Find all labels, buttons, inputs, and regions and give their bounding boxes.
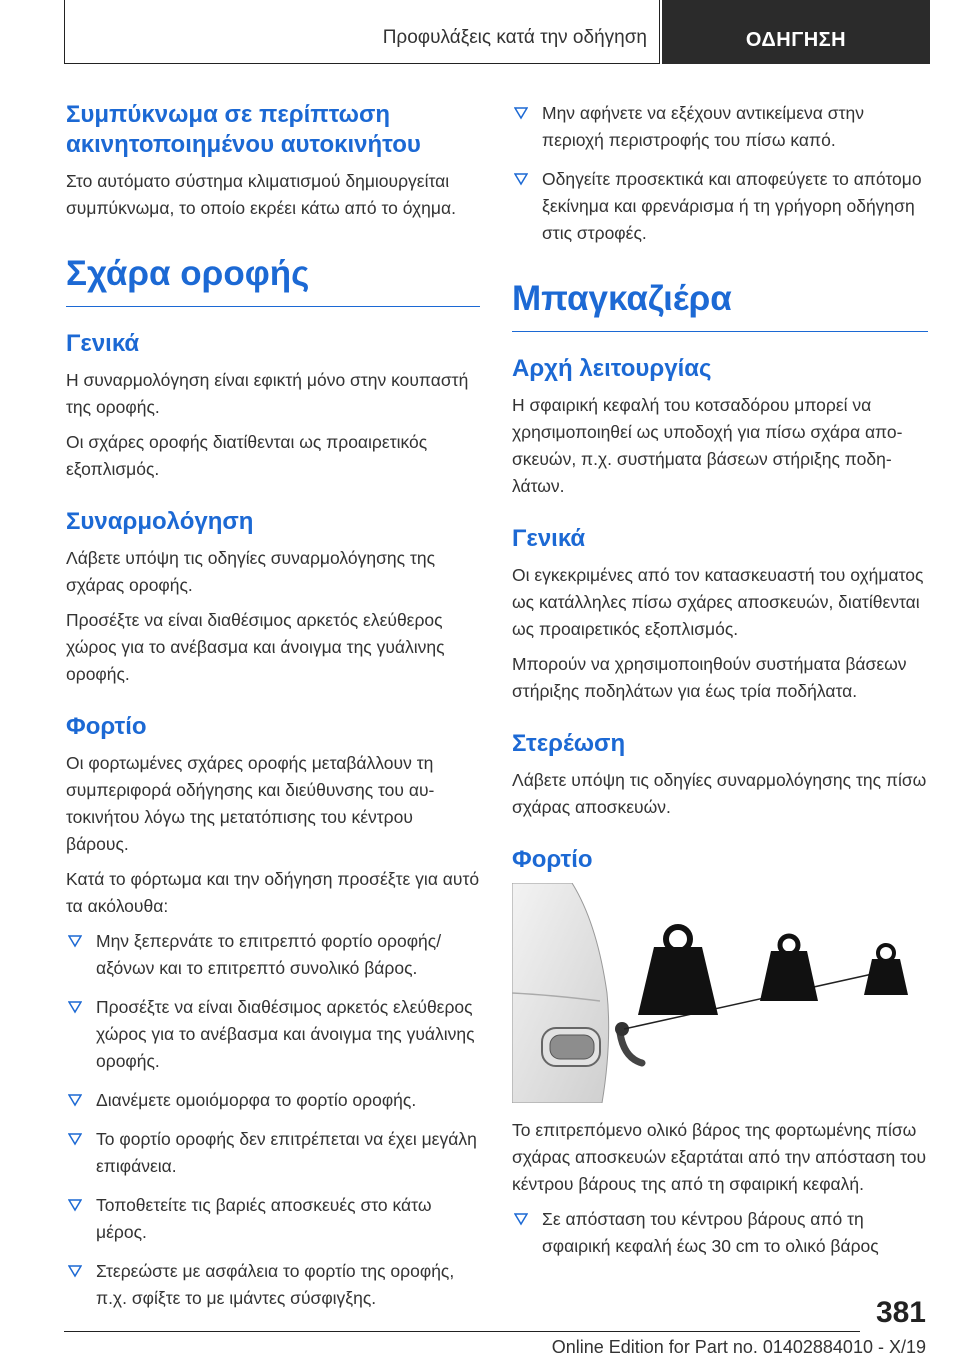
roof-rack-general-p1: Η συναρμολόγηση είναι εφικτή μόνο στην κουπαστή της οροφής. [66, 370, 469, 417]
tow-bar-general-p2: Μπορούν να χρησιμοποιηθούν συστήματα βάσεων στήριξης ποδηλάτων για έως τρία ποδήλατα. [512, 654, 907, 701]
list-item [66, 994, 480, 1075]
tow-bar-load-heading: Φορτίο [512, 846, 593, 873]
tow-bar-general-p1: Οι εγκεκριμένες από τον κατασκευαστή του οχήματος ως κατάλληλες πίσω σχάρες αποσκευών, διατίθενται ως προαιρετικός εξοπλισμός. [512, 565, 924, 639]
roof-rack-heading: Σχάρα οροφής [66, 252, 480, 307]
tow-bar-load-list [512, 1206, 928, 1260]
tow-bar-weights-diagram [512, 883, 928, 1103]
condensation-heading: Συμπύκνωμα σε περίπτωση ακινητοποιημένου αυτοκινήτου [66, 101, 421, 158]
bullet-triangle-icon [514, 172, 528, 186]
list-item-text: Διανέμετε ομοιόμορφα το φορτίο οροφής. [96, 1090, 417, 1110]
weight-small-icon [864, 945, 908, 995]
bullet-triangle-icon [68, 1093, 82, 1107]
car-rear-shape [512, 883, 609, 1103]
roof-rack-load-p1: Οι φορτωμένες σχάρες οροφής μεταβάλλουν τη συμπεριφορά οδήγησης και διεύθυνσης του αυτοκινήτου λόγω της μετατόπισης του κέντρου βάρους. [66, 753, 435, 854]
tow-bar-general-heading: Γενικά [512, 525, 586, 552]
header-chapter-title: ΟΔΗΓΗΣΗ [745, 29, 847, 51]
tow-bar-fixing-text: Λάβετε υπόψη τις οδηγίες συναρμολόγησης της πίσω σχάρας αποσκευών. [512, 770, 927, 817]
tow-ball [620, 1033, 642, 1063]
list-item-text: Οδηγείτε προσεκτικά και αποφεύγετε το απότομο ξεκίνημα και φρενάρισμα ή τη γρήγορη οδήγηση στις στροφές. [542, 169, 922, 243]
tow-bar-fixing-heading: Στερέωση [512, 730, 626, 757]
bullet-triangle-icon [514, 1212, 528, 1226]
right-column [512, 100, 928, 1272]
bullet-triangle-icon [514, 106, 528, 120]
tow-bar-principle-heading: Αρχή λειτουργίας [512, 355, 712, 382]
list-item-text: Στερεώστε με ασφάλεια το φορτίο της οροφής, π.χ. σφίξτε το με ιμάντες σύσφιγξης. [96, 1261, 455, 1308]
header-section-title: Προφυλάξεις κατά την οδήγηση [382, 27, 647, 48]
page-number: 381 [875, 1296, 926, 1329]
list-item-text: Τοποθετείτε τις βαριές αποσκευές στο κάτω μέρος. [96, 1195, 432, 1242]
bullet-triangle-icon [68, 1132, 82, 1146]
list-item-text: Σε απόσταση του κέντρου βάρους από τη σφαιρική κεφαλή έως 30 cm το ολικό βάρος [542, 1209, 879, 1256]
list-item-text: Προσέξτε να είναι διαθέσιμος αρκετός ελεύθερος χώρος για το ανέβασμα και άνοιγμα της γυάλινης οροφής. [96, 997, 475, 1071]
tow-bar-heading: Μπαγκαζιέρα [512, 277, 928, 332]
footer-edition: Online Edition for Part no. 01402884010 - X/19 [551, 1337, 926, 1357]
list-item-text: Μην αφήνετε να εξέχουν αντικείμενα στην περιοχή περιστροφής του πίσω καπό. [542, 103, 864, 150]
page-header [64, 0, 930, 66]
list-item [512, 166, 928, 247]
footer-divider [64, 1331, 860, 1332]
list-item-text: Το φορτίο οροφής δεν επιτρέπεται να έχει μεγάλη επιφάνεια. [96, 1129, 477, 1176]
list-item [66, 1192, 480, 1246]
roof-rack-general-heading: Γενικά [66, 330, 140, 357]
tow-bar-load-text: Το επιτρεπόμενο ολικό βάρος της φορτωμένης πίσω σχάρας αποσκευών εξαρτάται από την απόσταση του κέντρου βάρους της από τη σφαιρική κεφαλή. [512, 1120, 927, 1194]
bullet-triangle-icon [68, 1000, 82, 1014]
roof-rack-load-heading: Φορτίο [66, 713, 147, 740]
roof-rack-load-list [66, 928, 480, 1312]
top-right-list [512, 100, 928, 247]
condensation-text: Στο αυτόματο σύστημα κλιματισμού δημιουργείται συμπύκνωμα, το οποίο εκρέει κάτω από το όχημα. [66, 171, 456, 218]
list-item [66, 1087, 480, 1114]
roof-rack-assembly-p2: Προσέξτε να είναι διαθέσιμος αρκετός ελεύθερος χώρος για το ανέβασμα και άνοιγμα της γυάλινης οροφής. [66, 610, 445, 684]
list-item [66, 928, 480, 982]
bullet-triangle-icon [68, 1198, 82, 1212]
list-item [66, 1258, 480, 1312]
tow-bar-principle-text: Η σφαιρική κεφαλή του κοτσαδόρου μπορεί να χρησιμοποιηθεί ως υποδοχή για πίσω σχάρα αποσκευών, π.χ. συστήματα βάσεων στήριξης ποδηλάτων. [512, 395, 903, 496]
weight-large-icon [638, 927, 718, 1015]
list-item-text: Μην ξεπερνάτε το επιτρεπτό φορτίο οροφής/ αξόνων και το επιτρεπτό συνολικό βάρος. [96, 931, 442, 978]
list-item [66, 1126, 480, 1180]
roof-rack-assembly-p1: Λάβετε υπόψη τις οδηγίες συναρμολόγησης της σχάρας οροφής. [66, 548, 436, 595]
header-section-box [64, 0, 660, 64]
left-column [66, 100, 480, 1324]
roof-rack-load-p2: Κατά το φόρτωμα και την οδήγηση προσέξτε για αυτό τα ακόλουθα: [66, 869, 480, 916]
roof-rack-assembly-heading: Συναρμολόγηση [66, 508, 254, 535]
list-item [512, 100, 928, 154]
bullet-triangle-icon [68, 1264, 82, 1278]
list-item [512, 1206, 928, 1260]
bullet-triangle-icon [68, 934, 82, 948]
tow-bar-load-illustration [512, 883, 928, 1103]
header-chapter-box [662, 0, 930, 64]
roof-rack-general-p2: Οι σχάρες οροφής διατίθενται ως προαιρετικός εξοπλισμός. [66, 432, 428, 479]
weight-medium-icon [760, 936, 818, 1001]
